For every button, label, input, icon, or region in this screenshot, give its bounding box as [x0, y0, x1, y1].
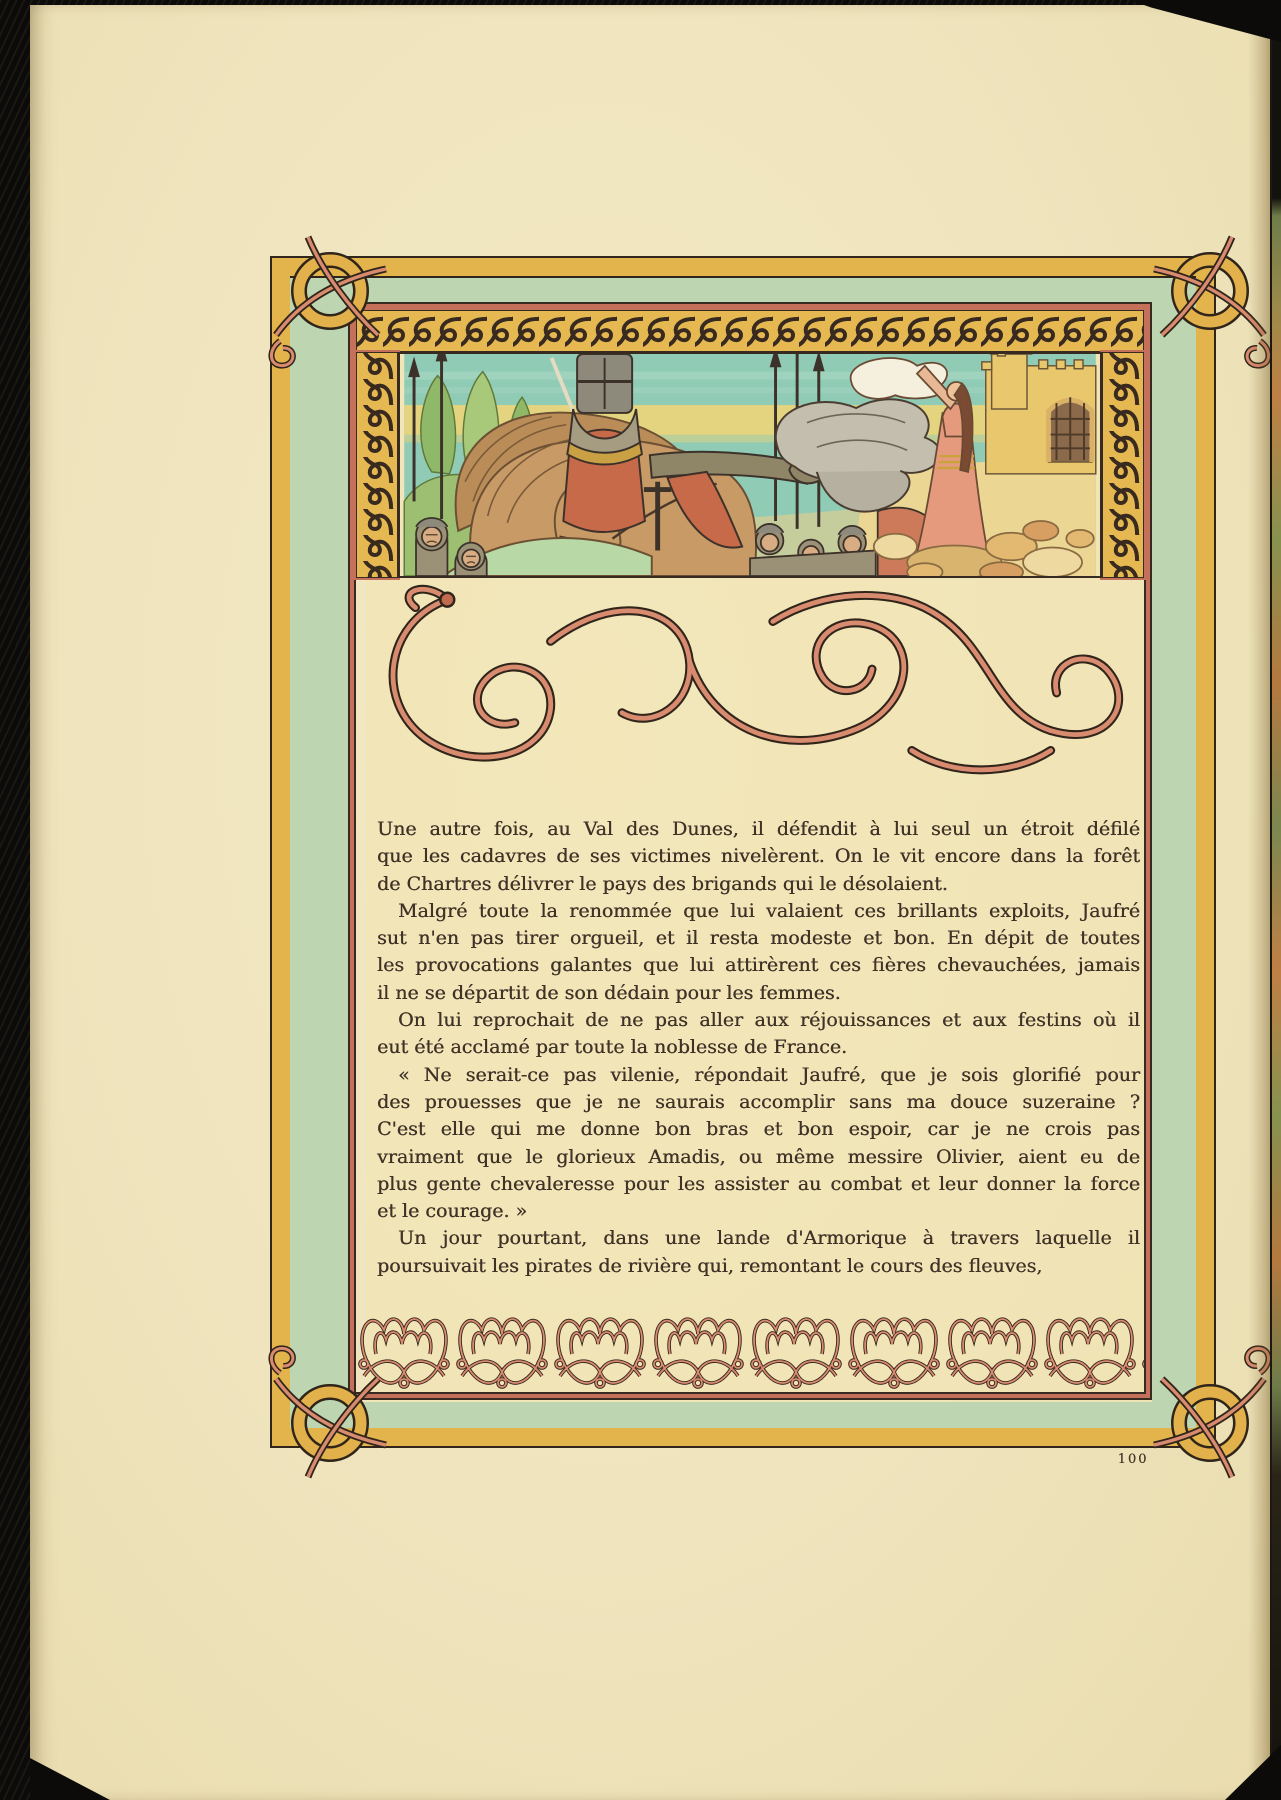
chain-band-top	[356, 310, 1144, 352]
text-line: poursuivait les pirates de rivière qui, remontant le cours des fleuves,	[377, 1254, 1043, 1277]
text-line: « Ne serait-ce pas vilenie, répondait Jaufré, que je sois glorifié pour	[398, 1063, 1140, 1086]
text-line: il ne se départit de son dédain pour les femmes.	[377, 981, 841, 1004]
illustration-knight-scene	[398, 352, 1102, 578]
page-number: 100	[1117, 1452, 1149, 1467]
text-line: et le courage. »	[377, 1200, 528, 1223]
text-line: C'est elle qui me donne bon bras et bon espoir, car je ne crois pas	[377, 1118, 1140, 1141]
book-page	[30, 5, 1272, 1800]
text-line: vraiment que le glorieux Amadis, ou même messire Olivier, aient eu de	[377, 1145, 1140, 1168]
text-line: sut n'en pas tirer orgueil, et il resta modeste et bon. En dépit de toutes	[377, 927, 1140, 950]
text-line: que les cadavres de ses victimes nivelèrent. On le vit encore dans la forêt	[377, 845, 1140, 868]
text-line: On lui reprochait de ne pas aller aux réjouissances et aux festins où il	[398, 1009, 1140, 1032]
page-edge-shadow	[1248, 0, 1272, 1800]
chain-band-left	[356, 352, 398, 578]
text-line: Malgré toute la renommée que lui valaient ces brillants exploits, Jaufré	[398, 899, 1140, 922]
text-line: des prouesses que je ne saurais accomplir sans ma douce suzeraine ?	[377, 1090, 1140, 1113]
text-line: plus gente chevaleresse pour les assister au combat et leur donner la force	[377, 1172, 1140, 1195]
text-line: Une autre fois, au Val des Dunes, il défendit à lui seul un étroit défilé	[377, 818, 1140, 840]
text-line: Un jour pourtant, dans une lande d'Armorique à travers laquelle il	[398, 1227, 1140, 1250]
bottom-knot-band	[356, 1300, 1144, 1392]
chain-band-right	[1102, 352, 1144, 578]
castle	[982, 352, 1096, 474]
knotwork-flourish	[356, 580, 1144, 790]
text-line: eut été acclamé par toute la noblesse de France.	[377, 1036, 848, 1059]
corner-knot-top-left	[270, 231, 390, 351]
text-line: les provocations galantes que lui attirèrent ces fières chevauchées, jamais	[377, 954, 1140, 977]
corner-knot-bottom-left	[270, 1363, 390, 1483]
body-text	[377, 816, 1140, 1280]
text-line: de Chartres délivrer le pays des brigands qui le désolaient.	[377, 872, 948, 895]
adjacent-page-edge	[1270, 0, 1281, 1800]
